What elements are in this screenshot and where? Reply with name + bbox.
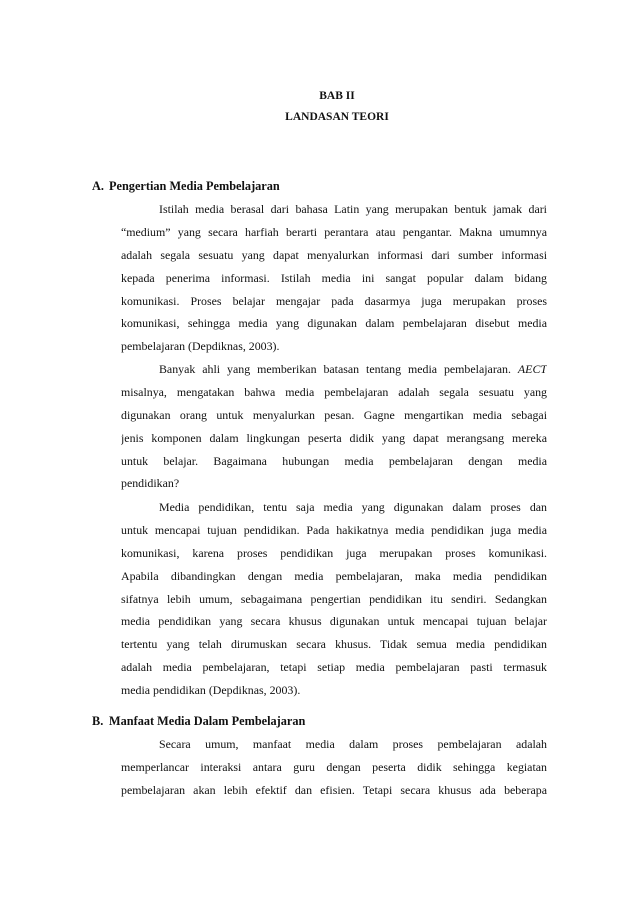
- chapter-header: [0, 89, 638, 125]
- text-line: Istilah media berasal dari bahasa Latin yang merupakan bentuk jamak dari: [159, 202, 547, 216]
- text-line: pembelajaran (Depdiknas, 2003).: [121, 339, 280, 354]
- chapter-title: LANDASAN TEORI: [285, 111, 389, 123]
- text-line: jenis komponen dalam lingkungan peserta didik yang dapat merangsang mereka: [121, 430, 547, 445]
- section-b-letter: B.: [92, 714, 104, 728]
- text-line: Media pendidikan, tentu saja media yang digunakan dalam proses dan: [159, 500, 547, 514]
- text-line: Secara umum, manfaat media dalam proses pembelajaran adalah: [159, 737, 547, 751]
- text-line: Banyak ahli yang memberikan batasan tentang media pembelajaran. AECT: [159, 362, 547, 376]
- text-line: untuk belajar. Bagaimana hubungan media pembelajaran dengan media: [121, 453, 547, 468]
- text-line: media pendidikan (Depdiknas, 2003).: [121, 683, 301, 698]
- text-line: komunikasi, sehingga media yang digunakan dalam pembelajaran disebut media: [121, 316, 547, 331]
- text-line: kepada penerima informasi. Istilah media ini sangat popular dalam bidang: [121, 270, 547, 285]
- text-line: komunikasi. Proses belajar mengajar pada dasarmya juga merupakan proses: [121, 293, 547, 308]
- paragraph-a2: [121, 358, 547, 495]
- text-line: pembelajaran akan lebih efektif dan efisien. Tetapi secara khusus ada beberapa: [121, 782, 547, 797]
- text-line: adalah media pembelajaran, tetapi setiap media pembelajaran pasti termasuk: [121, 660, 547, 675]
- text-line: pendidikan?: [121, 476, 180, 491]
- text-line: media pendidikan yang secara khusus digunakan untuk mencapai tujuan belajar: [121, 614, 547, 629]
- section-a-letter: A.: [92, 179, 104, 193]
- text-line: komunikasi, karena proses pendidikan juga merupakan proses komunikasi.: [121, 545, 547, 560]
- text-line: tertentu yang telah dirumuskan secara khusus. Tidak semua media pendidikan: [121, 637, 547, 652]
- section-a-title: Pengertian Media Pembelajaran: [109, 179, 280, 193]
- chapter-number: BAB II: [319, 90, 355, 102]
- text-line: digunakan orang untuk menyalurkan pesan. Gagne mengartikan media sebagai: [121, 407, 547, 422]
- section-b-title: Manfaat Media Dalam Pembelajaran: [109, 714, 306, 728]
- paragraph-b1: [121, 733, 547, 802]
- text-line: misalnya, mengatakan bahwa media pembelajaran adalah segala sesuatu yang: [121, 384, 547, 399]
- text-line: sifatnya lebih umum, sebagaimana pengertian pendidikan itu sendiri. Sedangkan: [121, 591, 547, 606]
- section-b-heading: [92, 713, 305, 729]
- paragraph-a1: [121, 198, 547, 358]
- text-line: adalah segala sesuatu yang dapat menyalurkan informasi dari sumber informasi: [121, 247, 547, 262]
- text-line: Apabila dibandingkan dengan media pembelajaran, maka media pendidikan: [121, 568, 547, 583]
- text-line: untuk mencapai tujuan pendidikan. Pada hakikatnya media pendidikan juga media: [121, 522, 547, 537]
- text-line: “medium” yang secara harfiah berarti perantara atau pengantar. Makna umumnya: [121, 224, 547, 239]
- section-a-heading: [92, 178, 280, 194]
- text-line: memperlancar interaksi antara guru dengan peserta didik sehingga kegiatan: [121, 759, 547, 774]
- paragraph-a3: [121, 496, 547, 702]
